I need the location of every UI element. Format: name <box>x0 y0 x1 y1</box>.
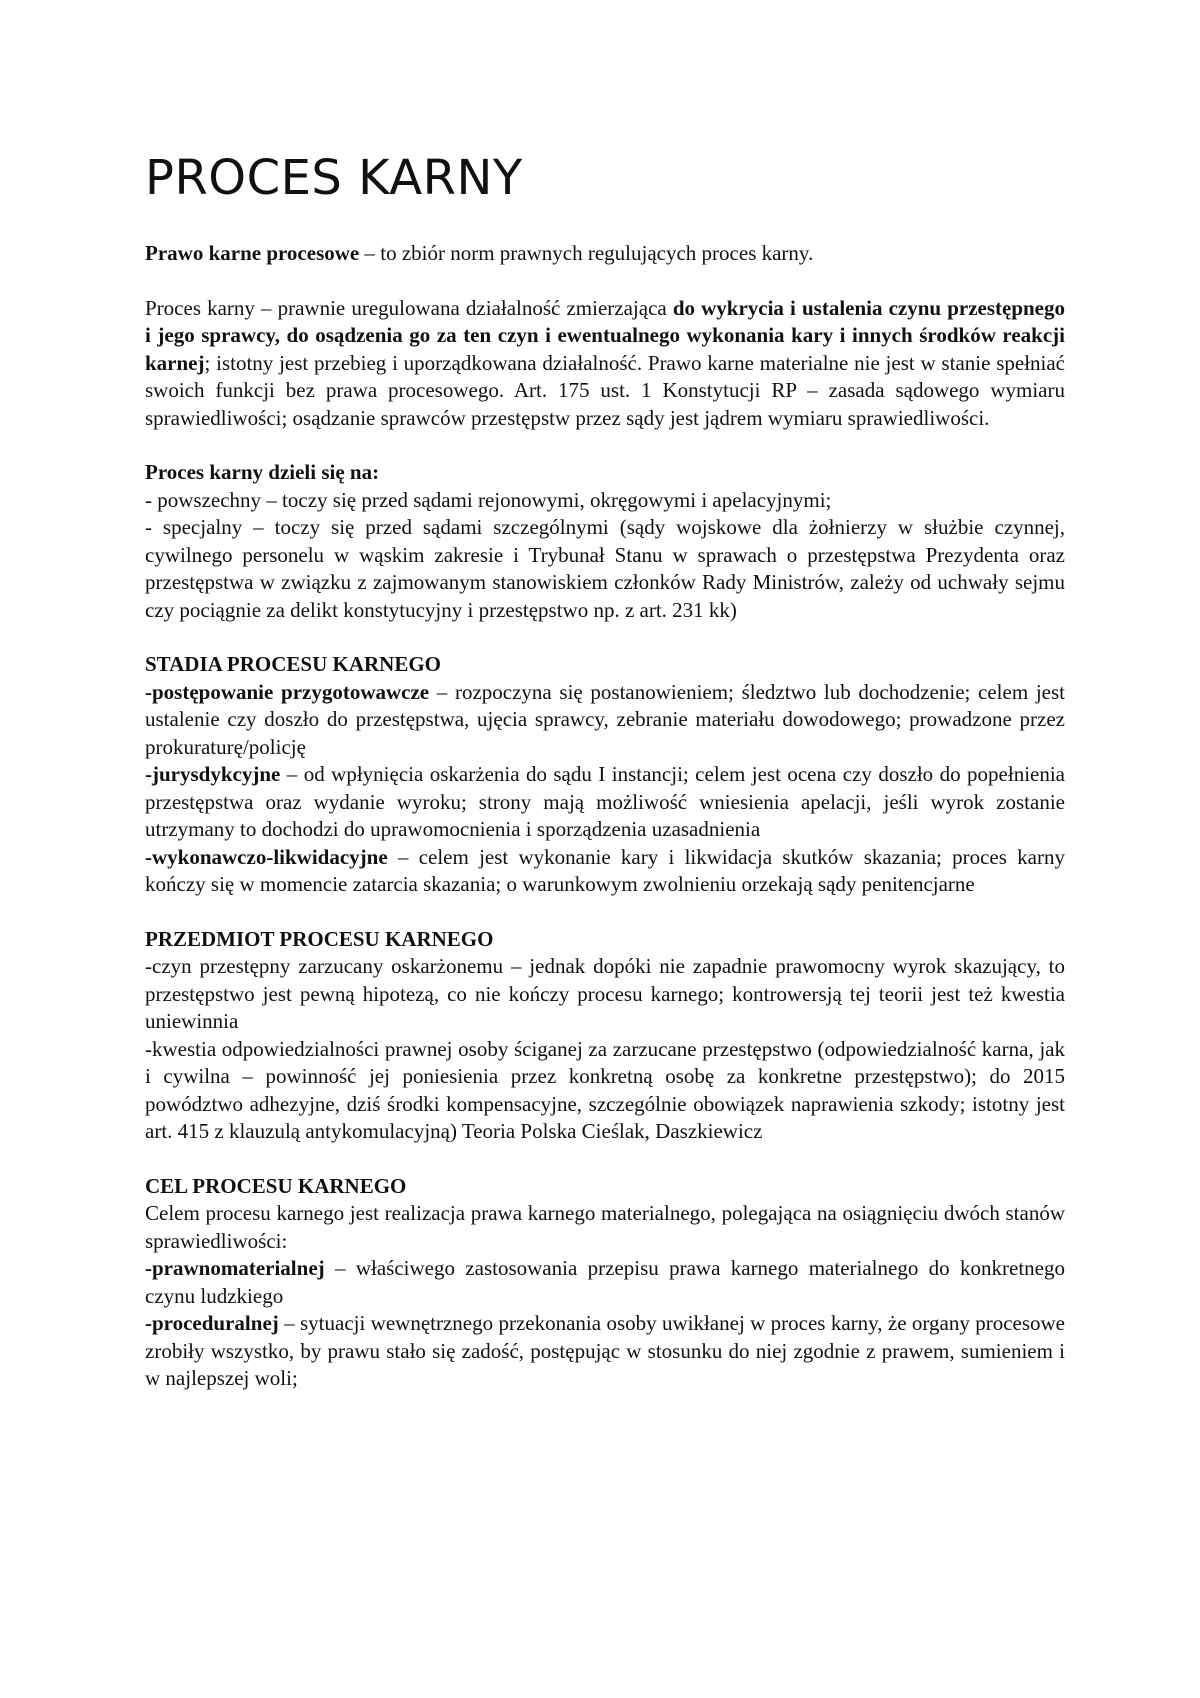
cel-heading <box>145 1173 1065 1201</box>
cel-heading-text: CEL PROCESU KARNEGO <box>145 1173 407 1198</box>
stadia-heading <box>145 651 1065 679</box>
cel-item-term: -proceduralnej <box>145 1311 279 1335</box>
definition-text: – to zbiór norm prawnych regulujących proces karny. <box>359 241 814 265</box>
proces-paragraph <box>145 295 1065 433</box>
stadia-item <box>145 844 1065 899</box>
cel-item-text: – właściwego zastosowania przepisu prawa karnego materialnego do konkretnego czynu ludzkiego <box>145 1256 1065 1308</box>
przedmiot-heading-text: PRZEDMIOT PROCESU KARNEGO <box>145 926 494 951</box>
stadia-item <box>145 761 1065 844</box>
proces-lead: Proces karny – prawnie uregulowana działalność zmierzająca <box>145 295 673 320</box>
stadia-item-term: -postępowanie przygotowawcze <box>145 679 430 704</box>
dzieli-heading-text: Proces karny dzieli się na: <box>145 460 380 484</box>
proces-bold: do wykrycia i ustalenia czynu przestępnego i jego sprawcy, do osądzenia go za ten czyn i ewentualnego wykonania kary i innych środków reakcji karnej <box>145 295 1066 375</box>
cel-item <box>145 1310 1065 1393</box>
cel-item <box>145 1255 1065 1310</box>
dzieli-heading <box>145 459 1065 487</box>
stadia-item <box>145 679 1065 762</box>
przedmiot-item: -kwestia odpowiedzialności prawnej osoby ściganej za zarzucane przestępstwo (odpowiedzialność karna, jak i cywilna – powinność jej poniesienia przez konkretną osobę za konkretne przestępstwo); do 2015 powództwo adhezyjne, dziś środki kompensacyjne, szczególnie obowiązek naprawienia szkody; istotny jest art. 415 z klauzulą antykomulacyjną) Teoria Polska Cieślak, Daszkiewicz <box>145 1036 1065 1143</box>
cel-intro: Celem procesu karnego jest realizacja prawa karnego materialnego, polegająca na osiągnięciu dwóch stanów sprawiedliwości: <box>145 1201 1065 1253</box>
definition-term: Prawo karne procesowe <box>145 241 360 265</box>
definition-paragraph <box>145 240 1065 268</box>
dzieli-item: - specjalny – toczy się przed sądami szczególnymi (sądy wojskowe dla żołnierzy w służbie czynnej, cywilnego personelu w wąskim zakresie i Trybunał Stanu w sprawach o przestępstwa Prezydenta oraz przestępstwa w związku z zajmowanym stanowiskiem członków Rady Ministrów, zależy od uchwały sejmu czy pociągnie za delikt konstytucyjny i przestępstwo np. z art. 231 kk) <box>145 515 1065 622</box>
stadia-item-term: -wykonawczo-likwidacyjne <box>145 844 388 869</box>
page-title: PROCES KARNY <box>145 150 523 206</box>
przedmiot-item: -czyn przestępny zarzucany oskarżonemu – jednak dopóki nie zapadnie prawomocny wyrok skazujący, to przestępstwo jest pewną hipotezą, co nie kończy procesu karnego; kontrowersją tej teorii jest też kwestia uniewinnia <box>145 954 1065 1033</box>
stadia-heading-text: STADIA PROCESU KARNEGO <box>145 652 441 676</box>
dzieli-item: - powszechny – toczy się przed sądami rejonowymi, okręgowymi i apelacyjnymi; <box>145 487 832 512</box>
cel-item-text: – sytuacji wewnętrznego przekonania osoby uwikłanej w proces karny, że organy procesowe zrobiły wszystko, by prawu stało się zadość, postępując w stosunku do niej zgodnie z prawem, sumieniem i w najlepszej woli; <box>145 1311 1065 1390</box>
stadia-item-term: -jurysdykcyjne <box>145 762 281 786</box>
document-page <box>145 150 1065 1393</box>
proces-rest: ; istotny jest przebieg i uporządkowana działalność. Prawo karne materialne nie jest w stanie spełniać swoich funkcji bez prawa procesowego. Art. 175 ust. 1 Konstytucji RP – zasada sądowego wymiaru sprawiedliwości; osądzanie sprawców przestępstw przez sądy jest jądrem wymiaru sprawiedliwości. <box>145 350 1065 430</box>
stadia-item-text: – od wpłynięcia oskarżenia do sądu I instancji; celem jest ocena czy doszło do popełnienia przestępstwa oraz wydanie wyroku; strony mają możliwość wniesienia apelacji, jeśli wyrok zostanie utrzymany to dochodzi do uprawomocnienia i sporządzenia uzasadnienia <box>145 762 1065 841</box>
cel-item-term: -prawnomaterialnej <box>145 1256 325 1280</box>
stadia-item-text: – celem jest wykonanie kary i likwidacja skutków skazania; proces karny kończy się w momencie zatarcia skazania; o warunkowym zwolnieniu orzekają sądy penitencjarne <box>145 844 1065 896</box>
przedmiot-heading <box>145 926 1065 954</box>
stadia-item-text: – rozpoczyna się postanowieniem; śledztwo lub dochodzenie; celem jest ustalenie czy doszło do przestępstwa, ujęcia sprawcy, zebranie materiału dowodowego; prowadzone przez prokuraturę/policję <box>145 679 1065 759</box>
